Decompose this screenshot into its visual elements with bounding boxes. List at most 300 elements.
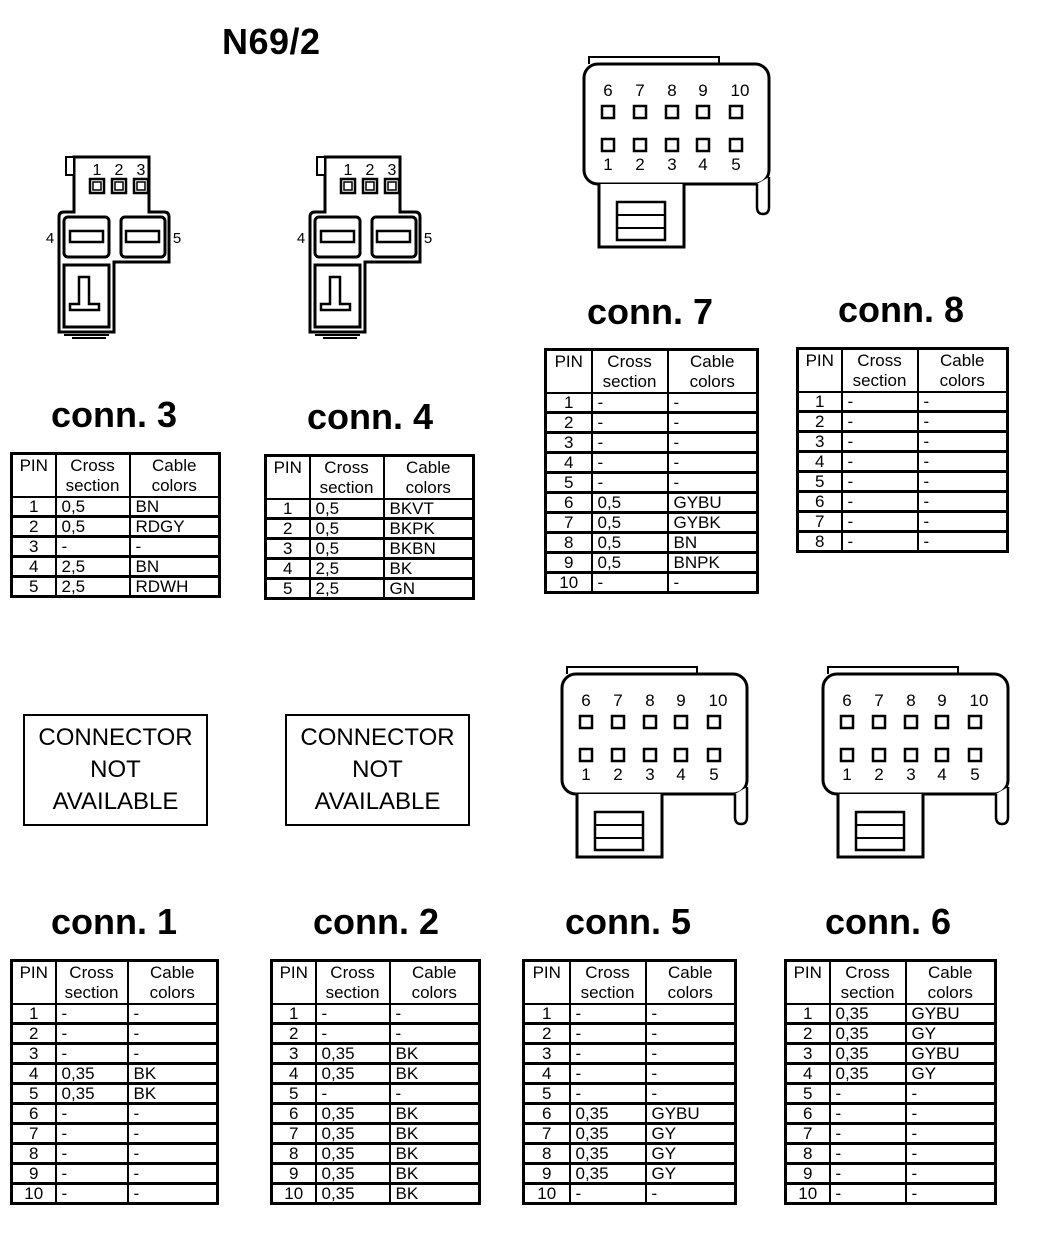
cable-color-cell: -	[668, 453, 758, 473]
cross-section-header: Cross section	[592, 350, 668, 394]
pin-cell: 4	[524, 1064, 570, 1084]
cable-color-cell: -	[390, 1024, 480, 1044]
pin-cell: 8	[546, 533, 592, 553]
cross-section-header: Cross section	[842, 349, 918, 393]
pin-cell: 3	[524, 1044, 570, 1064]
pin-number-label: 9	[676, 691, 686, 710]
pin-cell: 4	[12, 1064, 56, 1084]
pin-square	[666, 139, 678, 151]
svg-text:3: 3	[136, 162, 146, 179]
pin-header: PIN	[524, 961, 570, 1005]
pin-square	[905, 716, 917, 728]
cross-section-cell: 0,35	[830, 1064, 906, 1084]
pin-header: PIN	[12, 454, 56, 498]
pin-number-label: 6	[603, 81, 613, 100]
pin-cell: 6	[786, 1104, 830, 1124]
cross-section-cell: -	[830, 1104, 906, 1124]
pin-cell: 5	[546, 473, 592, 493]
conn2-title: conn. 2	[312, 901, 440, 942]
pin-cell: 5	[786, 1084, 830, 1104]
small-connector-diagram	[295, 152, 455, 352]
cable-color-cell: -	[128, 1124, 218, 1144]
cable-color-cell: -	[128, 1144, 218, 1164]
table-row	[798, 472, 1008, 492]
pin-square	[602, 139, 614, 151]
pin-cell: 3	[546, 433, 592, 453]
cable-color-cell: -	[918, 472, 1008, 492]
table-row	[12, 577, 220, 597]
cable-color-cell: GN	[384, 579, 474, 599]
cross-section-cell: -	[842, 512, 918, 532]
small-connector-diagram	[44, 152, 204, 352]
cable-color-cell: BK	[390, 1124, 480, 1144]
pin-cell: 5	[12, 1084, 56, 1104]
pin-square	[580, 716, 592, 728]
pin-square	[602, 106, 614, 118]
cable-color-cell: RDWH	[130, 577, 220, 597]
conn2-pin-table	[270, 959, 481, 1205]
cable-color-cell: BKPK	[384, 519, 474, 539]
pin-square	[969, 749, 981, 761]
pin-number-label: 2	[613, 765, 623, 784]
cable-color-cell: -	[918, 512, 1008, 532]
pin-cell: 8	[272, 1144, 316, 1164]
table-row	[266, 519, 474, 539]
table-row	[546, 473, 758, 493]
conn6-pin-table	[784, 959, 997, 1205]
svg-text:1: 1	[92, 162, 102, 179]
pin-square	[969, 716, 981, 728]
cross-section-cell: -	[842, 452, 918, 472]
cross-section-cell: -	[56, 1184, 128, 1204]
pin-cell: 8	[786, 1144, 830, 1164]
cable-color-cell: -	[128, 1184, 218, 1204]
pin-cell: 6	[798, 492, 842, 512]
cross-section-cell: 0,5	[310, 519, 384, 539]
pin-cell: 7	[546, 513, 592, 533]
table-row	[524, 1064, 736, 1084]
pin-cell: 10	[12, 1184, 56, 1204]
table-row	[524, 1044, 736, 1064]
pin-square	[708, 749, 720, 761]
pin-number-label: 6	[842, 691, 852, 710]
cable-color-cell: -	[128, 1104, 218, 1124]
cable-color-cell: BNPK	[668, 553, 758, 573]
pin-cell: 4	[798, 452, 842, 472]
cross-section-cell: -	[830, 1144, 906, 1164]
pin-number-label: 4	[698, 155, 708, 174]
cross-section-cell: -	[56, 1104, 128, 1124]
cable-colors-header: Cable colors	[130, 454, 220, 498]
table-row	[12, 1084, 218, 1104]
table-row	[786, 1144, 996, 1164]
table-row	[12, 497, 220, 517]
cross-section-cell: -	[830, 1124, 906, 1144]
table-row	[272, 1104, 480, 1124]
pin-header: PIN	[798, 349, 842, 393]
table-row	[786, 1064, 996, 1084]
cable-color-cell: -	[668, 433, 758, 453]
pin-square	[644, 749, 656, 761]
table-row	[272, 1004, 480, 1024]
cross-section-cell: 0,35	[570, 1164, 646, 1184]
pin-square	[873, 716, 885, 728]
pin-cell: 6	[546, 493, 592, 513]
cross-section-cell: 0,5	[56, 497, 130, 517]
pin-number-label: 10	[730, 81, 750, 100]
cross-section-cell: 0,5	[592, 553, 668, 573]
table-row	[272, 1124, 480, 1144]
pin-cell: 2	[266, 519, 310, 539]
conn7-pin-table	[544, 348, 759, 594]
cross-section-cell: 0,5	[310, 499, 384, 519]
cable-color-cell: BK	[390, 1164, 480, 1184]
cable-color-cell: -	[130, 537, 220, 557]
pin-header: PIN	[786, 961, 830, 1005]
cross-section-cell: 0,35	[316, 1164, 390, 1184]
cross-section-cell: 0,35	[830, 1024, 906, 1044]
table-row	[272, 1164, 480, 1184]
na-line-3: AVAILABLE	[52, 788, 179, 815]
pin-cell: 3	[272, 1044, 316, 1064]
large-connector-diagram	[579, 52, 779, 252]
cross-section-cell: 0,35	[316, 1144, 390, 1164]
pin-cell: 8	[798, 532, 842, 552]
table-row	[12, 1104, 218, 1124]
table-row	[546, 533, 758, 553]
cable-color-cell: GY	[906, 1064, 996, 1084]
cable-color-cell: -	[918, 492, 1008, 512]
cross-section-cell: -	[570, 1064, 646, 1084]
pin-square	[697, 139, 709, 151]
cable-color-cell: -	[128, 1024, 218, 1044]
cross-section-cell: 0,35	[316, 1064, 390, 1084]
table-row	[546, 413, 758, 433]
pin-square	[905, 749, 917, 761]
pin-number-label: 3	[906, 765, 916, 784]
pin-number-label: 8	[645, 691, 655, 710]
cross-section-cell: -	[316, 1004, 390, 1024]
pin-cell: 8	[524, 1144, 570, 1164]
cable-color-cell: GYBU	[668, 493, 758, 513]
table-row	[272, 1084, 480, 1104]
table-row	[12, 1164, 218, 1184]
cross-section-cell: 0,35	[830, 1004, 906, 1024]
na-line-3: AVAILABLE	[314, 788, 441, 815]
cross-section-cell: -	[842, 492, 918, 512]
pin-number-label: 4	[676, 765, 686, 784]
table-row	[12, 1144, 218, 1164]
table-row	[524, 1004, 736, 1024]
table-row	[798, 412, 1008, 432]
cross-section-cell: -	[56, 1144, 128, 1164]
cable-color-cell: BKVT	[384, 499, 474, 519]
na-line-2: NOT	[352, 756, 403, 783]
cable-color-cell: GYBU	[906, 1044, 996, 1064]
cross-section-cell: -	[570, 1004, 646, 1024]
cable-colors-header: Cable colors	[646, 961, 736, 1005]
cross-section-cell: -	[592, 393, 668, 413]
table-row	[524, 1144, 736, 1164]
cross-section-cell: -	[56, 537, 130, 557]
table-row	[12, 1004, 218, 1024]
cable-colors-header: Cable colors	[906, 961, 996, 1005]
cable-color-cell: -	[918, 532, 1008, 552]
cross-section-cell: -	[570, 1084, 646, 1104]
table-row	[12, 1184, 218, 1204]
pin-cell: 6	[272, 1104, 316, 1124]
table-row	[546, 493, 758, 513]
cross-section-cell: 0,5	[56, 517, 130, 537]
pin-cell: 2	[786, 1024, 830, 1044]
pin-square	[644, 716, 656, 728]
cable-color-cell: GY	[646, 1164, 736, 1184]
cross-section-header: Cross section	[316, 961, 390, 1005]
cross-section-cell: 0,35	[570, 1104, 646, 1124]
pin-square	[675, 749, 687, 761]
cross-section-cell: -	[592, 473, 668, 493]
cross-section-cell: -	[570, 1044, 646, 1064]
pin-square	[612, 749, 624, 761]
table-row	[546, 573, 758, 593]
cable-color-cell: -	[668, 413, 758, 433]
cross-section-cell: 0,35	[56, 1084, 128, 1104]
cable-color-cell: BN	[668, 533, 758, 553]
pin-cell: 1	[12, 1004, 56, 1024]
table-row	[12, 537, 220, 557]
pin-number-label: 5	[970, 765, 980, 784]
table-row	[272, 1184, 480, 1204]
pin-cell: 5	[266, 579, 310, 599]
cable-color-cell: -	[918, 432, 1008, 452]
cable-color-cell: BK	[390, 1064, 480, 1084]
cable-color-cell: BN	[130, 557, 220, 577]
table-row	[272, 1044, 480, 1064]
cross-section-cell: 0,5	[592, 493, 668, 513]
table-row	[12, 1024, 218, 1044]
cross-section-cell: 2,5	[56, 577, 130, 597]
pin-cell: 8	[12, 1144, 56, 1164]
pin-cell: 1	[524, 1004, 570, 1024]
conn1-pin-table	[10, 959, 219, 1205]
cable-color-cell: -	[646, 1184, 736, 1204]
cable-color-cell: -	[906, 1164, 996, 1184]
conn8-pin-table	[796, 347, 1009, 553]
pin-cell: 4	[266, 559, 310, 579]
table-row	[266, 559, 474, 579]
table-row	[524, 1024, 736, 1044]
pin-cell: 9	[272, 1164, 316, 1184]
cross-section-cell: 0,5	[592, 513, 668, 533]
cross-section-header: Cross section	[570, 961, 646, 1005]
pin-number-label: 10	[969, 691, 989, 710]
pin-number-label: 1	[603, 155, 613, 174]
svg-text:1: 1	[343, 162, 353, 179]
cable-color-cell: BN	[130, 497, 220, 517]
cable-color-cell: -	[906, 1084, 996, 1104]
table-row	[546, 513, 758, 533]
pin-number-label: 3	[645, 765, 655, 784]
cable-color-cell: -	[390, 1084, 480, 1104]
header-row	[12, 454, 220, 498]
pin-number-label: 4	[937, 765, 947, 784]
cable-colors-header: Cable colors	[384, 456, 474, 500]
pin-cell: 1	[798, 392, 842, 412]
cable-colors-header: Cable colors	[128, 961, 218, 1005]
cable-color-cell: -	[390, 1004, 480, 1024]
cross-section-header: Cross section	[830, 961, 906, 1005]
cross-section-cell: 0,35	[316, 1104, 390, 1124]
header-row	[546, 350, 758, 394]
cable-color-cell: BK	[128, 1084, 218, 1104]
cross-section-cell: 2,5	[310, 559, 384, 579]
cable-color-cell: -	[128, 1004, 218, 1024]
cable-color-cell: -	[918, 452, 1008, 472]
pin-number-label: 8	[667, 81, 677, 100]
table-row	[798, 512, 1008, 532]
svg-text:4: 4	[296, 230, 306, 247]
pin-square	[697, 106, 709, 118]
svg-text:4: 4	[45, 230, 55, 247]
pin-square	[730, 106, 742, 118]
table-row	[524, 1184, 736, 1204]
pin-cell: 3	[786, 1044, 830, 1064]
cross-section-cell: 0,35	[830, 1044, 906, 1064]
conn8-title: conn. 8	[837, 289, 965, 330]
svg-text:3: 3	[387, 162, 397, 179]
na-line-1: CONNECTOR	[38, 724, 193, 751]
table-row	[798, 432, 1008, 452]
pin-cell: 2	[524, 1024, 570, 1044]
table-row	[12, 1064, 218, 1084]
table-row	[546, 453, 758, 473]
pin-square	[841, 716, 853, 728]
pin-cell: 3	[266, 539, 310, 559]
table-row	[786, 1104, 996, 1124]
cable-color-cell: GY	[646, 1144, 736, 1164]
pin-cell: 3	[12, 537, 56, 557]
pin-cell: 7	[798, 512, 842, 532]
cross-section-cell: -	[56, 1004, 128, 1024]
pin-number-label: 2	[635, 155, 645, 174]
cross-section-cell: -	[830, 1084, 906, 1104]
cable-color-cell: -	[128, 1044, 218, 1064]
table-row	[12, 1044, 218, 1064]
table-row	[12, 517, 220, 537]
cable-color-cell: GYBU	[646, 1104, 736, 1124]
pin-square	[675, 716, 687, 728]
pin-number-label: 3	[667, 155, 677, 174]
cable-color-cell: GY	[906, 1024, 996, 1044]
cross-section-cell: -	[842, 412, 918, 432]
table-row	[798, 452, 1008, 472]
pin-number-label: 1	[581, 765, 591, 784]
large-connector-diagram	[557, 662, 757, 862]
cable-color-cell: BK	[390, 1104, 480, 1124]
pin-square	[841, 749, 853, 761]
cross-section-cell: -	[56, 1024, 128, 1044]
pin-cell: 7	[786, 1124, 830, 1144]
header-row	[798, 349, 1008, 393]
pin-cell: 5	[798, 472, 842, 492]
conn5-title: conn. 5	[564, 901, 692, 942]
cable-color-cell: -	[906, 1104, 996, 1124]
cross-section-cell: 0,35	[56, 1064, 128, 1084]
pin-square	[873, 749, 885, 761]
na-line-1: CONNECTOR	[300, 724, 455, 751]
pin-cell: 4	[12, 557, 56, 577]
cross-section-cell: -	[316, 1024, 390, 1044]
pin-cell: 1	[272, 1004, 316, 1024]
pin-header: PIN	[266, 456, 310, 500]
cross-section-cell: -	[592, 453, 668, 473]
cross-section-cell: 2,5	[56, 557, 130, 577]
pin-cell: 1	[546, 393, 592, 413]
table-row	[12, 557, 220, 577]
table-row	[798, 392, 1008, 412]
conn3-title: conn. 3	[50, 394, 178, 435]
cross-section-cell: 0,35	[316, 1044, 390, 1064]
table-row	[786, 1004, 996, 1024]
table-row	[524, 1104, 736, 1124]
pin-cell: 2	[798, 412, 842, 432]
pin-header: PIN	[12, 961, 56, 1005]
conn6-title: conn. 6	[824, 901, 952, 942]
table-row	[524, 1084, 736, 1104]
cross-section-cell: -	[570, 1184, 646, 1204]
pin-square	[730, 139, 742, 151]
pin-cell: 9	[786, 1164, 830, 1184]
pin-cell: 2	[272, 1024, 316, 1044]
pin-number-label: 9	[698, 81, 708, 100]
cross-section-cell: 0,35	[570, 1124, 646, 1144]
cable-color-cell: -	[918, 392, 1008, 412]
conn4-title: conn. 4	[306, 396, 434, 437]
pin-square	[936, 749, 948, 761]
cross-section-cell: -	[592, 413, 668, 433]
cable-colors-header: Cable colors	[390, 961, 480, 1005]
pin-square	[666, 106, 678, 118]
pin-cell: 10	[546, 573, 592, 593]
header-row	[524, 961, 736, 1005]
pin-squares	[90, 179, 148, 193]
conn4-pin-table	[264, 454, 475, 600]
cable-color-cell: BK	[390, 1044, 480, 1064]
svg-text:2: 2	[114, 162, 124, 179]
table-row	[272, 1024, 480, 1044]
pin-cell: 7	[12, 1124, 56, 1144]
pin-header: PIN	[546, 350, 592, 394]
pin-cell: 5	[524, 1084, 570, 1104]
pin-square	[612, 716, 624, 728]
cable-color-cell: -	[668, 573, 758, 593]
table-row	[266, 499, 474, 519]
cross-section-cell: -	[830, 1164, 906, 1184]
table-row	[546, 553, 758, 573]
pin-cell: 3	[12, 1044, 56, 1064]
table-row	[12, 1124, 218, 1144]
pin-number-label: 7	[635, 81, 645, 100]
pin-cell: 9	[524, 1164, 570, 1184]
cross-section-header: Cross section	[56, 961, 128, 1005]
pin-cell: 10	[272, 1184, 316, 1204]
cable-color-cell: GY	[646, 1124, 736, 1144]
pin-cell: 6	[524, 1104, 570, 1124]
header-row	[266, 456, 474, 500]
pin-cell: 4	[546, 453, 592, 473]
cross-section-cell: -	[316, 1084, 390, 1104]
pin-header: PIN	[272, 961, 316, 1005]
